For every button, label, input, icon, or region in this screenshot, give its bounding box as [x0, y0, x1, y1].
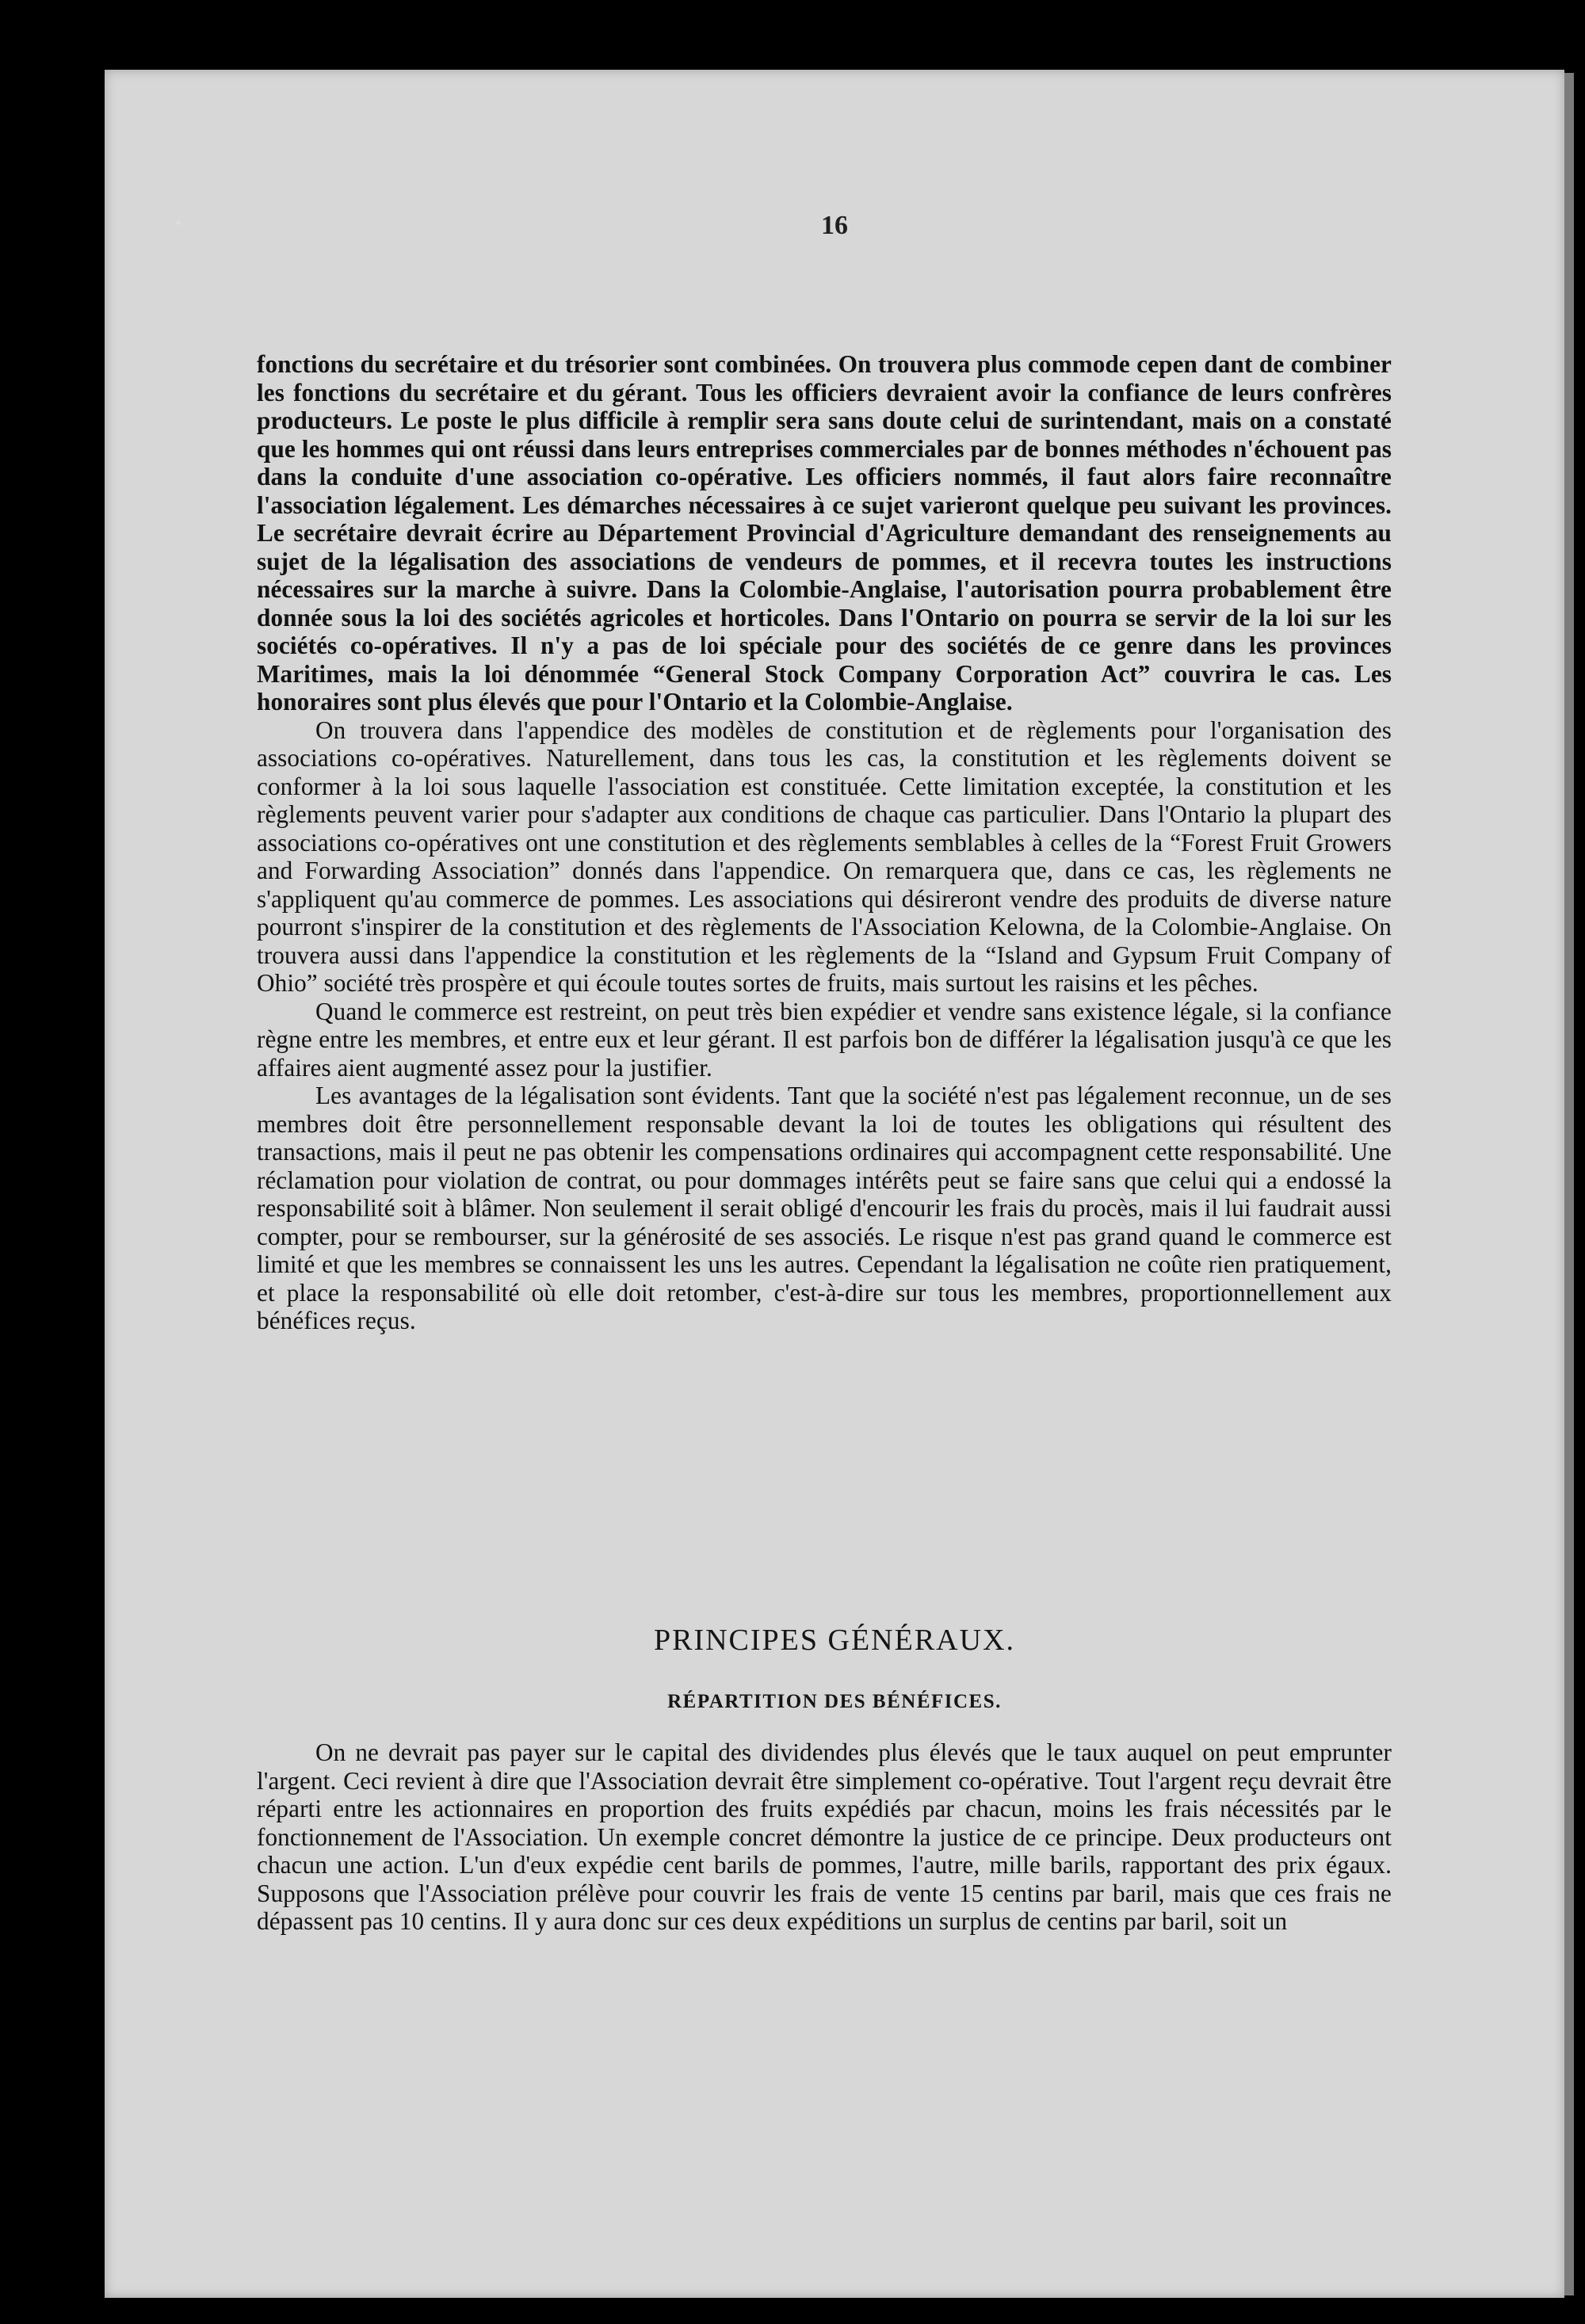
- page-number: 16: [821, 211, 848, 240]
- paragraph-constitution: On trouvera dans l'appendice des modèles de constitution et de règlements pour l'organisation des associations co-opératives. Naturellement, dans tous les cas, la constitution et les règlements doivent se conformer à la loi sous laquelle l'association est constituée. Cette limitation exceptée, la constitution et les règlements peuvent varier pour s'adapter aux conditions de chaque cas particulier. Dans l'Ontario la plupart des associations co-opératives ont une constitution et des règlements semblables à celles de la “Forest Fruit Growers and Forwarding Association” donnés dans l'appendice. On remarquera que, dans ce cas, les règlements ne s'appliquent qu'au commerce de pommes. Les associations qui désireront vendre des produits de diverse nature pourront s'inspirer de la constitution et des règlements de l'Association Kelowna, de la Colombie-Anglaise. On trouvera aussi dans l'appendice la constitution et les règlements de la “Island and Gypsum Fruit Company of Ohio” société très prospère et qui écoule toutes sortes de fruits, mais surtout les raisins et les pêches.: [257, 716, 1392, 997]
- body-text-top: [257, 350, 1392, 1335]
- paragraph-profit-distribution: On ne devrait pas payer sur le capital des dividendes plus élevés que le taux auquel on peut emprunter l'argent. Ceci revient à dire que l'Association devrait être simplement co-opérative. Tout l'argent reçu devrait être réparti entre les actionnaires en proportion des fruits expédiés par chacun, moins les frais nécessités par le fonctionnement de l'Association. Un exemple concret démontre la justice de ce principe. Deux producteurs ont chacun une action. L'un d'eux expédie cent barils de pommes, l'autre, mille barils, rapportant des prix égaux. Supposons que l'Association prélève pour couvrir les frais de vente 15 centins par baril, mais que ces frais ne dépassent pas 10 centins. Il y aura donc sur ces deux expéditions un surplus de centins par baril, soit un: [257, 1738, 1392, 1935]
- body-text-bottom: [257, 1738, 1392, 1936]
- scanned-page: [105, 70, 1564, 2298]
- paragraph-restricted-trade: Quand le commerce est restreint, on peut très bien expédier et vendre sans existence légale, si la confiance règne entre les membres, et entre eux et leur gérant. Il est parfois bon de différer la légalisation jusqu'à ce que les affaires aient augmenté assez pour la justifier.: [257, 997, 1392, 1082]
- subsection-title: RÉPARTITION DES BÉNÉFICES.: [667, 1691, 1002, 1712]
- scan-speck: [176, 220, 181, 225]
- paragraph-officers: fonctions du secrétaire et du trésorier sont combinées. On trouvera plus commode cepen dant de combiner les fonctions du secrétaire et du gérant. Tous les officiers devraient avoir la confiance de leurs confrères producteurs. Le poste le plus difficile à remplir sera sans doute celui de surintendant, mais on a constaté que les hommes qui ont réussi dans leurs entreprises commerciales par de bonnes méthodes n'échouent pas dans la conduite d'une association co-opérative. Les officiers nommés, il faut alors faire reconnaître l'association légalement. Les démarches nécessaires à ce sujet varieront quelque peu suivant les provinces. Le secrétaire devrait écrire au Département Provincial d'Agriculture demandant des renseignements au sujet de la légalisation des associations de vendeurs de pommes, et il recevra toutes les instructions nécessaires sur la marche à suivre. Dans la Colombie-Anglaise, l'autorisation pourra probablement être donnée sous la loi des sociétés agricoles et horticoles. Dans l'Ontario on pourra se servir de la loi sur les sociétés co-opératives. Il n'y a pas de loi spéciale pour des sociétés de ce genre dans les provinces Maritimes, mais la loi dénommée “General Stock Company Corporation Act” couvrira le cas. Les honoraires sont plus élevés que pour l'Ontario et la Colombie-Anglaise.: [257, 350, 1392, 716]
- section-title: PRINCIPES GÉNÉRAUX.: [653, 1624, 1016, 1657]
- page-edge-shadow: [1564, 73, 1574, 2295]
- paragraph-legalization-advantages: Les avantages de la légalisation sont évidents. Tant que la société n'est pas légalement reconnue, un de ses membres doit être personnellement responsable devant la loi de toutes les obligations qui résultent des transactions, mais il peut ne pas obtenir les compensations ordinaires qui accompagnent cette responsabilité. Une réclamation pour violation de contrat, ou pour dommages intérêts peut se faire sans que celui qui a endossé la responsabilité soit à blâmer. Non seulement il serait obligé d'encourir les frais du procès, mais il lui faudrait aussi compter, pour se rembourser, sur la générosité de ses associés. Le risque n'est pas grand quand le commerce est limité et que les membres se connaissent les uns les autres. Cependant la légalisation ne coûte rien pratiquement, et place la responsabilité où elle doit retomber, c'est-à-dire sur tous les membres, proportionnellement aux bénéfices reçus.: [257, 1082, 1392, 1334]
